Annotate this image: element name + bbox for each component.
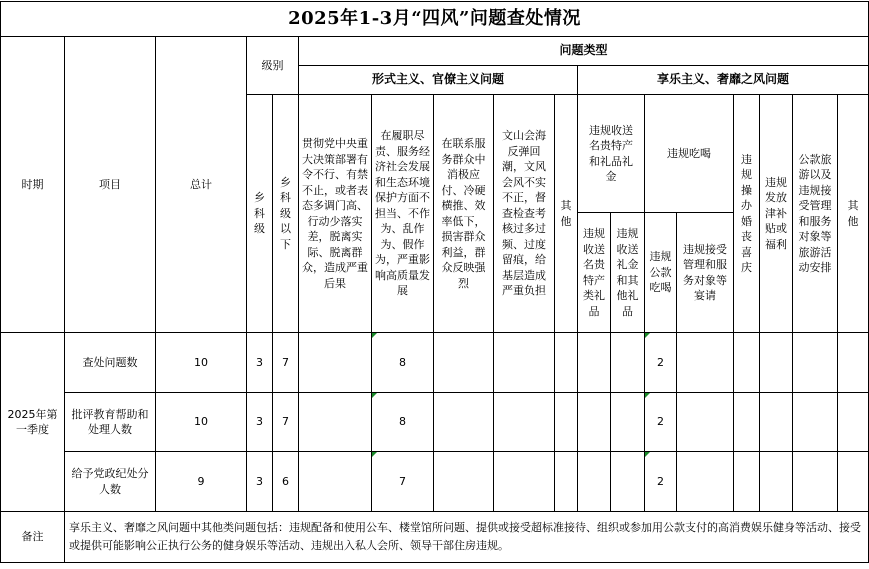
page-title: 2025年1-3月“四风”问题查处情况 [0,1,869,37]
period-cell: 2025年第一季度 [0,333,65,512]
row-hedonism-other [838,333,869,393]
row-total: 9 [156,452,247,512]
comment-marker-icon [645,452,650,457]
header-formalism-4: 文山会海反弹回潮，文风会风不实不正，督查检查考核过多过频、过度留痕，给基层造成严重负担 [494,95,555,333]
header-township-level: 乡科级 [247,95,273,333]
row-eating-banquet [677,393,734,452]
row-formalism-3 [434,333,494,393]
row-travel [793,452,838,512]
row-total: 10 [156,393,247,452]
row-below-township: 7 [273,333,299,393]
row-subsidy [760,452,793,512]
header-gifts-cash: 违规收送礼金和其他礼品 [611,213,645,333]
header-travel: 公款旅游以及违规接受管理和服务对象等旅游活动安排 [793,95,838,333]
row-formalism-4 [494,333,555,393]
header-wedding: 违规操办婚丧喜庆 [734,95,760,333]
row-formalism-2: 7 [372,452,434,512]
header-hedonism: 享乐主义、奢靡之风问题 [578,66,869,95]
row-gifts-cash [611,452,645,512]
header-subsidy: 违规发放津补贴或福利 [760,95,793,333]
row-gifts-specialty [578,452,611,512]
header-eating-banquet: 违规接受管理和服务对象等宴请 [677,213,734,333]
note-text: 享乐主义、奢靡之风问题中其他类问题包括：违规配备和使用公车、楼堂馆所问题、提供或接受超标准接待、组织或参加用公款支付的高消费娱乐健身等活动、接受或提供可能影响公正执行公务的健身娱乐等活动、违规出入私人会所、领导干部住房违规。 [65,512,869,563]
row-gifts-specialty [578,333,611,393]
header-formalism-1: 贯彻党中央重大决策部署有令不行、有禁不止，或者表态多调门高、行动少落实差，脱离实际、脱离群众，造成严重后果 [299,95,372,333]
header-hedonism-other: 其他 [838,95,869,333]
row-eating-banquet [677,333,734,393]
row-formalism-4 [494,452,555,512]
row-formalism-4 [494,393,555,452]
row-formalism-3 [434,393,494,452]
row-formalism-2: 8 [372,333,434,393]
row-formalism-other [555,333,578,393]
row-formalism-3 [434,452,494,512]
row-item: 批评教育帮助和处理人数 [65,393,156,452]
row-formalism-1 [299,452,372,512]
row-township: 3 [247,452,273,512]
header-period: 时期 [0,37,65,333]
comment-marker-icon [372,393,377,398]
header-formalism-other: 其他 [555,95,578,333]
row-total: 10 [156,333,247,393]
row-below-township: 6 [273,452,299,512]
row-wedding [734,452,760,512]
header-gifts-specialty: 违规收送名贵特产类礼品 [578,213,611,333]
header-formalism-3: 在联系服务群众中消极应付、冷硬横推、效率低下，损害群众利益，群众反映强烈 [434,95,494,333]
header-problem-type: 问题类型 [299,37,869,66]
row-eating-public: 2 [645,393,677,452]
row-item: 查处问题数 [65,333,156,393]
row-formalism-other [555,393,578,452]
row-formalism-2: 8 [372,393,434,452]
row-formalism-other [555,452,578,512]
row-township: 3 [247,333,273,393]
row-formalism-1 [299,393,372,452]
header-below-township: 乡科级以下 [273,95,299,333]
row-below-township: 7 [273,393,299,452]
row-township: 3 [247,393,273,452]
header-total: 总计 [156,37,247,333]
header-level: 级别 [247,37,299,95]
row-hedonism-other [838,452,869,512]
row-wedding [734,333,760,393]
row-gifts-cash [611,393,645,452]
comment-marker-icon [372,452,377,457]
header-formalism-2: 在履职尽责、服务经济社会发展和生态环境保护方面不担当、不作为、乱作为、假作为，严重影响高质量发展 [372,95,434,333]
row-eating-public: 2 [645,333,677,393]
row-eating-public: 2 [645,452,677,512]
comment-marker-icon [645,333,650,338]
comment-marker-icon [645,393,650,398]
header-formalism: 形式主义、官僚主义问题 [299,66,578,95]
header-eating: 违规吃喝 [645,95,734,213]
row-hedonism-other [838,393,869,452]
row-item: 给予党政纪处分人数 [65,452,156,512]
row-gifts-cash [611,333,645,393]
row-gifts-specialty [578,393,611,452]
header-item: 项目 [65,37,156,333]
row-subsidy [760,393,793,452]
row-travel [793,333,838,393]
comment-marker-icon [372,333,377,338]
header-gifts: 违规收送名贵特产和礼品礼金 [578,95,645,213]
row-eating-banquet [677,452,734,512]
row-wedding [734,393,760,452]
header-eating-public: 违规公款吃喝 [645,213,677,333]
row-formalism-1 [299,333,372,393]
row-subsidy [760,333,793,393]
row-travel [793,393,838,452]
note-label: 备注 [0,512,65,563]
